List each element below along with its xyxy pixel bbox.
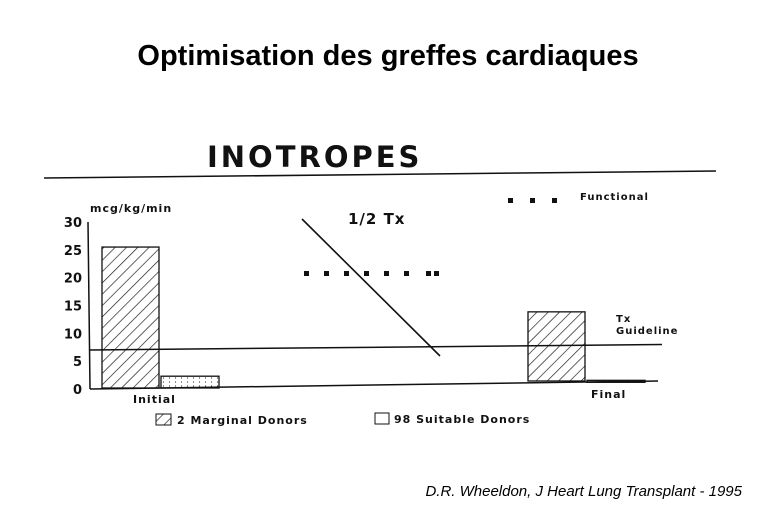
dotted-marker-dot [434, 271, 439, 276]
category-label-final: Final [591, 388, 627, 401]
bar-suitable-final [587, 380, 645, 382]
bars-group [102, 247, 645, 388]
y-tick-label: 30 [63, 216, 82, 231]
category-labels [133, 388, 626, 406]
y-axis-label: mcg/kg/min [90, 202, 173, 215]
y-tick-label: 10 [63, 327, 82, 343]
legend-swatch-marginal [156, 414, 171, 425]
dotted-marker-dot [324, 271, 329, 276]
y-tick-label: 5 [72, 355, 82, 371]
functional-swatch-dot [508, 198, 513, 203]
functional-swatch-dot [552, 198, 557, 203]
functional-dotted-marker [304, 271, 439, 276]
guideline-label-guideline: Guideline [616, 326, 679, 337]
y-tick-label: 20 [63, 271, 82, 287]
dotted-marker-dot [404, 271, 409, 276]
halving-diagonal [302, 219, 440, 356]
functional-swatch-dot [530, 198, 535, 203]
halving-label: 1/2 Tx [348, 210, 406, 228]
legend-label-suitable: 98 Suitable Donors [394, 413, 531, 426]
category-label-initial: Initial [133, 393, 176, 406]
functional-legend-swatch [508, 198, 557, 203]
y-tick-label: 25 [63, 243, 82, 259]
legend [156, 413, 530, 427]
dotted-marker-dot [384, 271, 389, 276]
dotted-marker-dot [426, 271, 431, 276]
bar-marginal-initial [102, 247, 159, 388]
dotted-marker-dot [304, 271, 309, 276]
y-tick-label: 0 [72, 383, 82, 398]
citation: D.R. Wheeldon, J Heart Lung Transplant - 1995 [425, 483, 742, 500]
legend-label-marginal: 2 Marginal Donors [177, 414, 308, 427]
y-tick-label: 15 [63, 299, 82, 315]
slide-title: Optimisation des greffes cardiaques [137, 40, 639, 72]
functional-label: Functional [580, 192, 649, 203]
y-axis-line [88, 222, 90, 389]
legend-swatch-suitable [375, 413, 389, 424]
bar-suitable-initial [161, 376, 219, 388]
dotted-marker-dot [344, 271, 349, 276]
chart-title: INOTROPES [207, 140, 423, 174]
guideline-label-tx: Tx [616, 314, 632, 325]
dotted-marker-dot [364, 271, 369, 276]
y-tick-labels [64, 216, 82, 398]
